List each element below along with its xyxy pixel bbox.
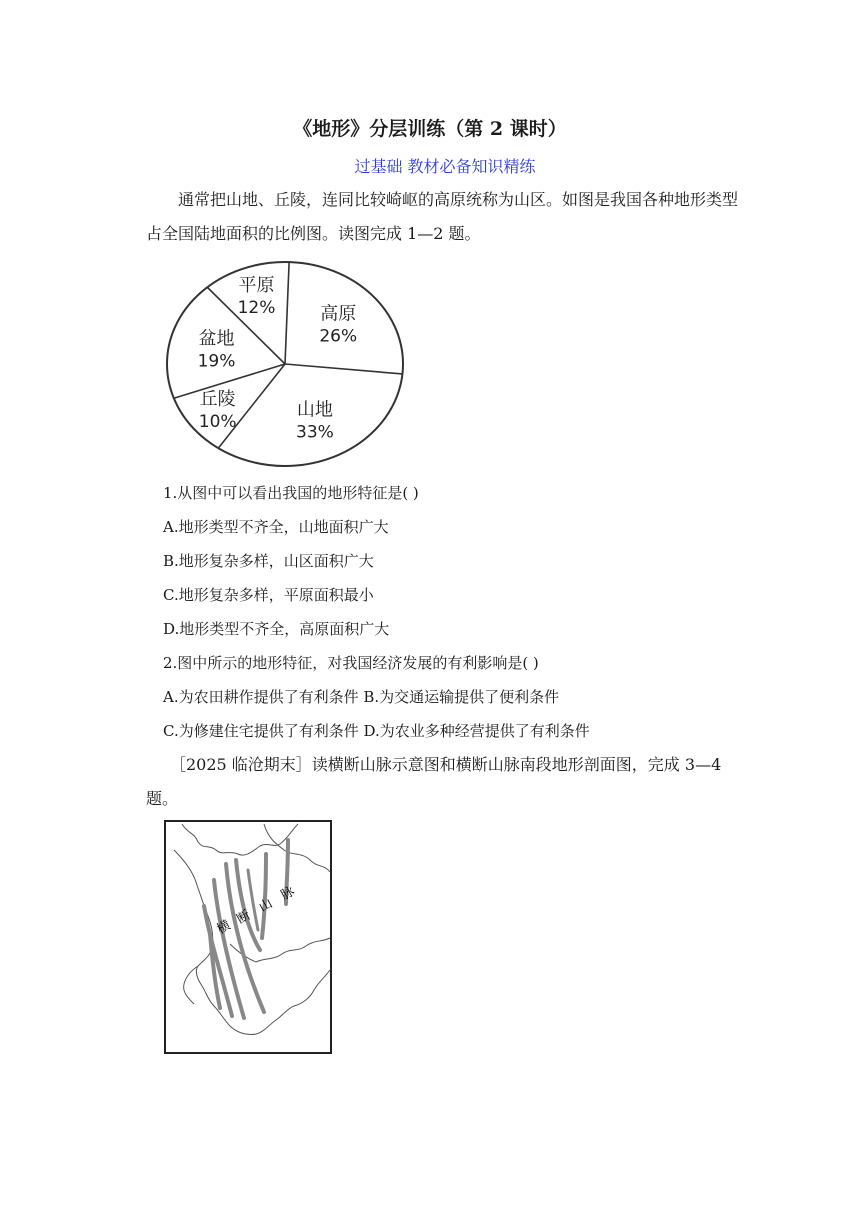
pie-slice-value: 12% xyxy=(237,297,276,318)
pie-slice-label: 高原 xyxy=(320,303,357,325)
pie-slice-value: 33% xyxy=(296,422,334,443)
pie-divider xyxy=(285,262,289,364)
map-label-char-1: 横 xyxy=(214,917,234,938)
section-subtitle: 过基础 教材必备知识精练 xyxy=(354,157,536,176)
q1-stem: 1.从图中可以看出我国的地形特征是( ) xyxy=(163,484,419,502)
pie-slice-value: 26% xyxy=(319,326,358,347)
pie-slice-label: 山地 xyxy=(296,399,333,421)
map-frame xyxy=(165,821,331,1053)
terrain-pie-chart xyxy=(160,258,410,470)
pie-slice-value: 10% xyxy=(198,411,237,432)
q2-options-ab: A.为农田耕作提供了有利条件 B.为交通运输提供了便利条件 xyxy=(163,688,560,706)
q1-option-b: B.地形复杂多样，山区面积广大 xyxy=(163,552,374,570)
pie-slice-value: 19% xyxy=(197,351,236,372)
map-label-char-3: 山 xyxy=(256,895,276,916)
map-label-char-4: 脉 xyxy=(278,883,298,904)
context-paragraph: ［2025 临沧期末］读横断山脉示意图和横断山脉南段地形剖面图，完成 3—4 题。 xyxy=(146,755,722,808)
pie-slice-label: 平原 xyxy=(238,274,275,296)
page-title: 《地形》分层训练（第 2 课时） xyxy=(293,118,567,140)
intro-paragraph: 通常把山地、丘陵，连同比较崎岖的高原统称为山区。如图是我国各种地形类型占全国陆地面积的比例图。读图完成 1—2 题。 xyxy=(146,190,739,243)
hengduan-map xyxy=(164,820,332,1054)
q1-option-c: C.地形复杂多样，平原面积最小 xyxy=(163,586,374,604)
q1-option-d: D.地形类型不齐全，高原面积广大 xyxy=(163,620,390,638)
pie-group xyxy=(167,262,403,466)
pie-slice-label: 盆地 xyxy=(198,328,235,350)
q1-option-a: A.地形类型不齐全，山地面积广大 xyxy=(163,518,389,536)
q2-options-cd: C.为修建住宅提供了有利条件 D.为农业多种经营提供了有利条件 xyxy=(163,722,590,740)
q2-stem: 2.图中所示的地形特征，对我国经济发展的有利影响是( ) xyxy=(163,654,539,672)
map-label-char-2: 断 xyxy=(234,907,254,928)
pie-slice-label: 丘陵 xyxy=(199,388,236,410)
pie-divider xyxy=(285,364,402,374)
